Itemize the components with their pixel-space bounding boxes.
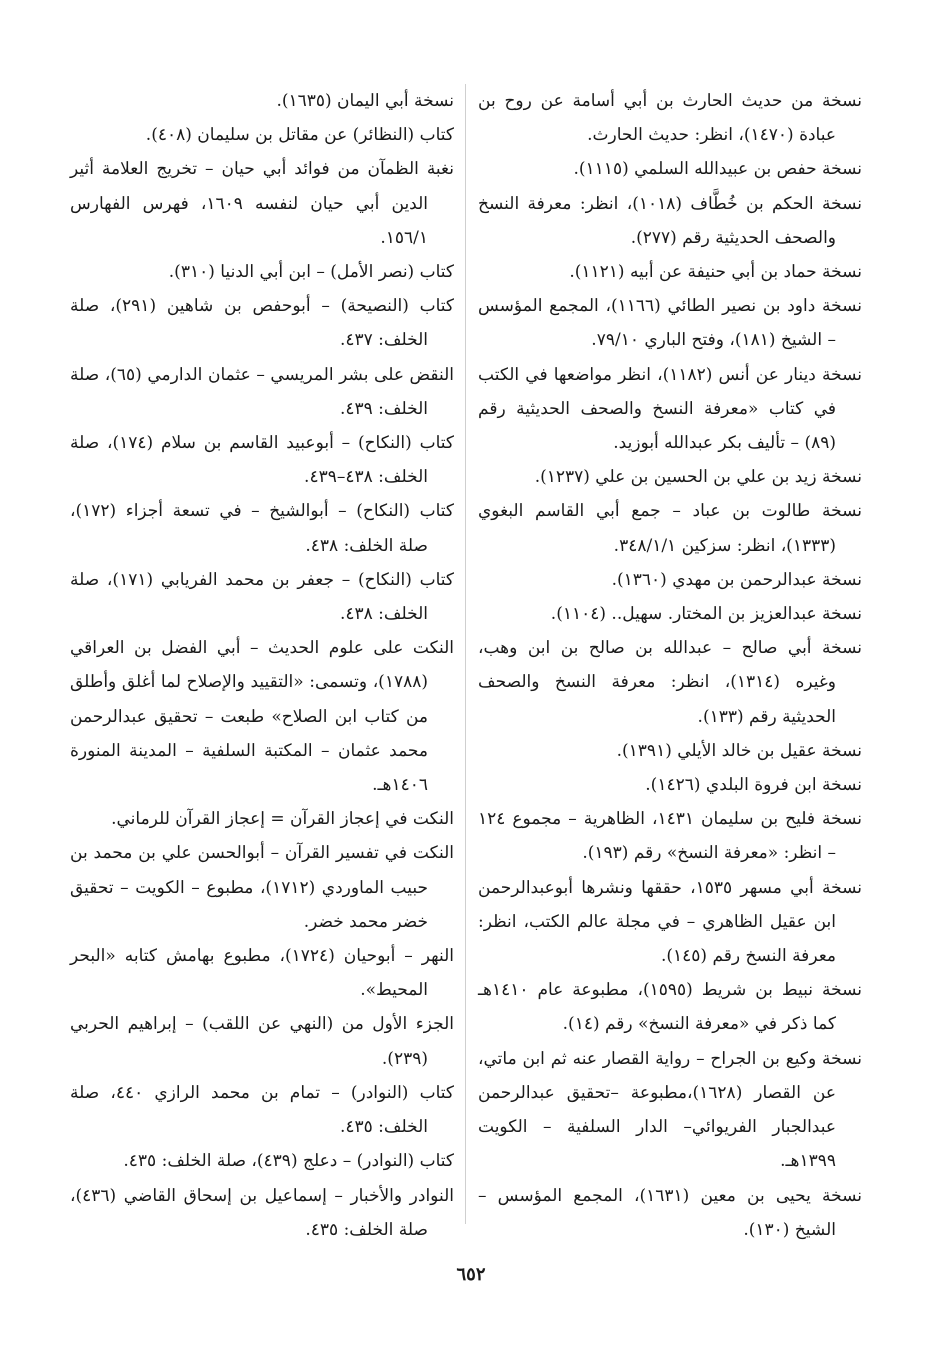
- index-entry: نسخة يحيى بن معين (١٦٣١)، المجمع المؤسس – الشيخ (١٣٠).: [478, 1185, 863, 1240]
- index-entry: الجزء الأول من (النهي عن اللقب) – إبراهيم الحربي (٢٣٩).: [70, 1014, 454, 1069]
- index-entry: نسخة أبي مسهر ١٥٣٥، حققها ونشرها أبوعبدالرحمن ابن عقيل الظاهري – في مجلة عالم الكتب، انظر: معرفة النسخ رقم (١٤٥).: [478, 877, 863, 967]
- index-entry: نسخة داود بن نصير الطائي (١١٦٦)، المجمع المؤسس – الشيخ (١٨١)، وفتح الباري ٧٩/١٠.: [478, 296, 862, 351]
- index-entry: النقض على بشر المريسي – عثمان الدارمي (٦٥)، صلة الخلف: ٤٣٩.: [70, 364, 454, 419]
- index-entry: نسخة طالوت بن عباد – جمع أبي القاسم البغوي (١٣٣٣)، انظر: سزكين ٣٤٨/١/١.: [478, 501, 862, 556]
- index-entry: نغبة الظمآن من فوائد أبي حيان – تخريج العلامة أثير الدين أبي حيان لنفسه ١٦٠٩، فهرس الفهارس ١٥٦/١.: [70, 159, 454, 248]
- index-entry: نسخة الحكم بن خُطَّاف (١٠١٨)، انظر: معرفة النسخ والصحف الحديثية رقم (٢٧٧).: [478, 193, 862, 248]
- index-entry: نسخة ابن فروة البلدي (١٤٢٦).: [645, 775, 862, 796]
- index-entry: كتاب (النكاح) – أبوعبيد القاسم بن سلام (١٧٤)، صلة الخلف: ٤٣٨–٤٣٩.: [70, 433, 455, 488]
- index-entry: كتاب (النكاح) – أبوالشيخ – في تسعة أجزاء (١٧٢)، صلة الخلف: ٤٣٨.: [70, 501, 454, 556]
- index-entry: نسخة زيد بن علي بن الحسين بن علي (١٢٣٧).: [534, 467, 862, 488]
- index-entry: كتاب (النصيحة) – أبوحفص بن شاهين (٢٩١)، صلة الخلف: ٤٣٧.: [70, 296, 454, 351]
- index-entry: نسخة وكيع بن الجراح – رواية القصار عنه ثم ابن ماتي، عن القصار (١٦٢٨)،مطبوعة –تحقيق عبدالرحمن عبدالجبار الفريوائي– الدار السلفية – الكويت ١٣٩٩هـ.: [478, 1048, 862, 1172]
- index-entry: كتاب (النظائر) عن مقاتل بن سليمان (٤٠٨).: [145, 125, 454, 146]
- index-entry: نسخة حفص بن عبيدالله السلمي (١١١٥).: [573, 159, 862, 180]
- index-entry: النوادر والأخبار – إسماعيل بن إسحاق القاضي (٤٣٦)، صلة الخلف: ٤٣٥.: [70, 1185, 454, 1240]
- index-entry: نسخة أبي صالح – عبدالله بن صالح بن ابن وهب، وغيره (١٣١٤)، انظر: معرفة النسخ والصحف الحديثية رقم (١٣٣).: [478, 638, 862, 727]
- index-entry: النهر – أبوحيان (١٧٢٤)، مطبوع بهامش كتابه «البحر المحيط».: [70, 946, 455, 1001]
- index-entry: نسخة عبدالعزيز بن المختار. سهيل.. (١١٠٤).: [550, 604, 862, 625]
- index-entry: كتاب (النوادر) – تمام بن محمد الرازي ٤٤٠، صلة الخلف: ٤٣٥.: [70, 1082, 454, 1138]
- column-divider: [465, 84, 466, 1224]
- index-entry: نسخة دينار عن أنس (١١٨٢)، انظر مواضعها في الكتب في كتاب «معرفة النسخ والصحف الحديثية رقم (٨٩) – تأليف بكر عبدالله أبوزيد.: [478, 364, 863, 454]
- index-entry: نسخة نبيط بن شريط (١٥٩٥)، مطبوعة عام ١٤١٠هـ كما ذكر في «معرفة النسخ» رقم (١٤).: [478, 980, 862, 1035]
- index-entry: نسخة فليح بن سليمان ١٤٣١، الظاهرية – مجموع ١٢٤ – انظر: «معرفة النسخ» رقم (١٩٣).: [478, 809, 862, 864]
- index-entry: كتاب (النوادر) – دعلج (٤٣٩)، صلة الخلف: ٤٣٥.: [123, 1151, 454, 1172]
- index-entry: كتاب (نصر الأمل) – ابن أبي الدنيا (٣١٠).: [168, 262, 454, 283]
- index-entry: النكت على علوم الحديث – أبي الفضل بن العراقي (١٧٨٨)، وتسمى: «التقييد والإصلاح لما أغلق وأطلق من كتاب ابن الصلاح» طبعت – تحقيق عبدالرحمن محمد عثمان – المكتبة السلفية – المدينة المنورة ١٤٠٦هـ.: [70, 638, 454, 796]
- right-column: [478, 84, 862, 1247]
- index-entry: نسخة عبدالرحمن بن مهدي (١٣٦٠).: [611, 569, 862, 590]
- index-entry: كتاب (النكاح) – جعفر بن محمد الفريابي (١٧١)، صلة الخلف: ٤٣٨.: [70, 569, 455, 625]
- left-column: [70, 84, 454, 1247]
- page-number: ٦٥٢: [456, 1264, 486, 1285]
- index-entry: نسخة عقيل بن خالد الأيلي (١٣٩١).: [616, 740, 862, 761]
- index-entry: نسخة من حديث الحارث بن أبي أسامة عن روح بن عبادة (١٤٧٠)، انظر: حديث الحارث.: [478, 91, 862, 146]
- index-entry: النكت في إعجاز القرآن = إعجاز القرآن للرماني.: [111, 809, 454, 830]
- index-entry: نسخة أبي اليمان (١٦٣٥).: [276, 91, 454, 111]
- index-entry: نسخة حماد بن أبي حنيفة عن أبيه (١١٢١).: [569, 262, 862, 283]
- index-entry: النكت في تفسير القرآن – أبوالحسن علي بن محمد بن حبيب الماوردي (١٧١٢)، مطبوع – الكويت – تحقيق خضر محمد خضر.: [70, 843, 454, 932]
